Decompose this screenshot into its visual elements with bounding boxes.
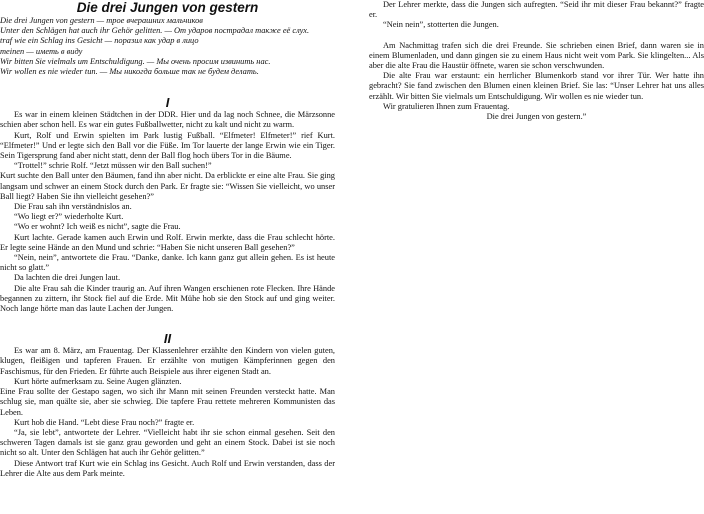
paragraph: “Nein, nein”, antwortete die Frau. “Danke, danke. Ich kann ganz gut allein gehen. Es ist heute nicht so glatt.”	[0, 253, 335, 273]
paragraph: Der Lehrer merkte, dass die Jungen sich aufregten. “Seid ihr mit dieser Frau bekannt?” fragte er.	[369, 0, 704, 20]
vocabulary-item: Wir wollen es nie wieder tun. — Мы никогда больше так не будем делать.	[0, 67, 259, 77]
paragraph: Kurt lachte. Gerade kamen auch Erwin und Rolf. Erwin merkte, dass die Frau schlecht hörte. Er legte seine Hände an den Mund und schrie: “Haben Sie nicht unseren Ball gesehen?”	[0, 232, 335, 252]
paragraph: Es war am 8. März, am Frauentag. Der Klassenlehrer erzählte den Kindern von vielen guten, klugen, fleißigen und tapferen Frauen. Er erzählte von mutigen Kämpferinnen gegen den Faschismus, für den Frieden. Er führte auch Beispiele aus ihrer eigenen Stadt an.	[0, 346, 335, 376]
vocabulary-item: Wir bitten Sie vielmals um Entschuldigung. — Мы очень просим извинить нас.	[0, 56, 271, 66]
paragraph: “Wo liegt er?” wiederholte Kurt.	[14, 212, 124, 222]
paragraph: “Ja, sie lebt”, antwortete der Lehrer. “Vielleicht habt ihr sie schon einmal gesehen. Seit den schweren Tagen damals ist sie ganz grau geworden und geht an einem Stock. Dabei ist sie noch nicht so alt. Unter den Schlägen hat auch ihr Gehör gelitten.”	[0, 427, 335, 458]
paragraph: Kurt, Rolf und Erwin spielten im Park lustig Fußball. “Elfmeter! Elfmeter!” rief Kurt. “Elfmeter!” Und er legte sich den Ball vor die Füße. Im Tor lauerte der lange Erwin wie ein Tiger. Sein Tigersprung fand aber nicht statt, denn der Ball flog hoch übers Tor in die Bäume.	[0, 130, 335, 161]
paragraph: Die alte Frau war erstaunt: ein herrlicher Blumenkorb stand vor ihrer Tür. Wer hatte ihn gebracht? Sie fand zwischen den Blumen einen kleinen Brief. Sie las: “Unser Lehrer hat uns alles erzählt. Wir bitten Sie vielmals um Entschuldigung. Wir wollen es nie wieder tun.	[369, 71, 704, 101]
paragraph: Da lachten die drei Jungen laut.	[14, 273, 121, 283]
paragraph: Die Frau sah ihn verständnislos an.	[14, 202, 132, 212]
paragraph: Die alte Frau sah die Kinder traurig an. Auf ihren Wangen erschienen rote Flecken. Ihre Hände begannen zu zittern, ihr Stock fiel auf die Erde. Mit Mühe hob sie den Stock auf und ging weiter. Noch lange hörte man das laute Lachen der Jungen.	[0, 283, 335, 314]
section-heading-1: I	[165, 95, 170, 111]
paragraph: “Trottel!” schrie Rolf. “Jetzt müssen wir den Ball suchen!”	[14, 161, 212, 171]
letter-signature: Die drei Jungen von gestern.”	[486, 112, 587, 122]
paragraph: “Wo er wohnt? Ich weiß es nicht”, sagte die Frau.	[14, 222, 181, 232]
paragraph: Diese Antwort traf Kurt wie ein Schlag ins Gesicht. Auch Rolf und Erwin verstanden, dass der Lehrer die Alte aus dem Park meinte.	[0, 458, 335, 478]
paragraph: Kurt hörte aufmerksam zu. Seine Augen glänzten.	[14, 376, 182, 386]
paragraph: Es war in einem kleinen Städtchen in der DDR. Hier und da lag noch Schnee, die Märzsonne schien aber schon hell. Es war ein gutes Fußballwetter, nicht zu kalt und nicht zu warm.	[0, 110, 335, 130]
paragraph: Am Nachmittag trafen sich die drei Freunde. Sie schrieben einen Brief, dann waren sie in einem Blumenladen, und dann gingen sie zu einem Haus nicht weit vom Park. Sie klingelten... Als aber die alte Frau die Haustür öffnete, waren sie schon verschwunden.	[369, 40, 704, 71]
vocabulary-list	[0, 16, 335, 77]
left-column	[0, 0, 335, 479]
page-title: Die drei Jungen von gestern	[76, 0, 259, 15]
vocabulary-item: traf wie ein Schlag ins Gesicht — поразил как удар в лицо	[0, 36, 199, 46]
paragraph: “Nein nein”, stotterten die Jungen.	[383, 20, 499, 30]
paragraph: Kurt suchte den Ball unter den Bäumen, fand ihn aber nicht. Da erblickte er eine alte Frau. Sie ging langsam und schwer an einem Stock durch den Park. Er fragte sie: “Wissen Sie vielleicht, wo unser Ball liegt? Haben Sie ihn vielleicht gesehen?”	[0, 171, 335, 201]
right-column	[369, 0, 704, 122]
vocabulary-item: Die drei Jungen von gestern — трое вчерашних мальчиков	[0, 16, 203, 25]
section-heading-2: II	[163, 331, 172, 347]
paragraph: Eine Frau sollte der Gestapo sagen, wo sich ihr Mann mit seinen Freunden versteckt hatte. Man schlug sie, man quälte sie, aber sie schwieg. Die tapfere Frau rettete mehreren Kommunisten das Leben.	[0, 387, 335, 417]
paragraph: Kurt hob die Hand. “Lebt diese Frau noch?” fragte er.	[14, 417, 195, 427]
paragraph: Wir gratulieren Ihnen zum Frauentag.	[383, 101, 510, 111]
vocabulary-item: meinen — иметь в виду	[0, 46, 83, 56]
vocabulary-item: Unter den Schlägen hat auch ihr Gehör gelitten. — От ударов пострадал также её слух.	[0, 26, 310, 36]
